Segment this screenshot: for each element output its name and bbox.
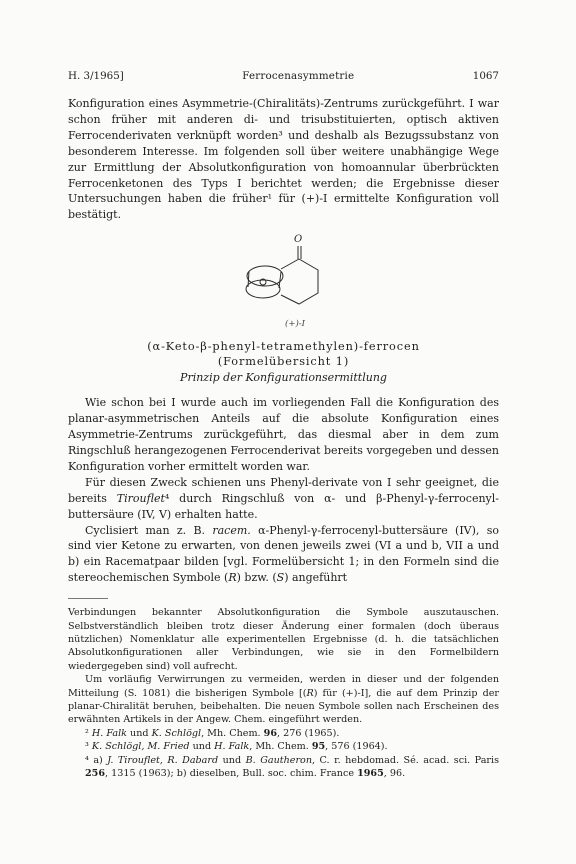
- note-text-after: ) für (+)-I], die auf dem Prinzip der planar-Chiralität beruhen, beibehalten. Die neuen Symbole sollen nach Erscheinen des erwähnten Artikels in der Angew. Chem. eingeführt werden.: [68, 687, 499, 726]
- structure-figure: [68, 225, 499, 333]
- running-head: [68, 70, 499, 86]
- footnote-4-mid: , 1315 (1963); b) dieselben, Bull. soc. chim. France: [105, 768, 358, 779]
- note-text-before: Um vorläufig Verwirrungen zu vermeiden, werden in dieser und der folgenden Mitteilung (S. 1081) die bisherigen Symbole [(: [68, 674, 499, 699]
- compound-label: (+)-I: [285, 319, 305, 330]
- body-paragraph-1: Wie schon bei I wurde auch im vorliegenden Fall die Konfiguration des planar-asymmetrischen Anteils auf die absolute Konfiguration eines Asymmetrie-Zentrums zurückgeführt, das diesmal aber in dem zum Ringschluß herangezogenen Ferrocenderivat bereits vorgegeben und dessen Konfiguration vorher ermittelt worden war.: [68, 396, 499, 473]
- body-paragraph-3: [68, 523, 499, 587]
- symbol-r: R: [228, 571, 237, 585]
- footnote-4-end: , 96.: [383, 768, 406, 779]
- p2-text-before: Für diesen Zweck schienen uns Phenyl-derivate von I sehr geeignet, die bereits: [68, 475, 499, 505]
- footnote-4-part-a: a): [88, 754, 108, 766]
- footnote-continuation: Verbindungen bekannter Absolutkonfiguration die Symbole auszutauschen. Selbstverständlich bleiben trotz dieser Änderung einer formalen (doch überaus nützlichen) Nomenklatur alle experimentellen Ergebnisse (d. h. die tatsächlichen Absolutkonfigurationen aller Verbindungen, wie sie in den Formelbildern wiedergegeben sind) voll aufrecht.: [68, 607, 499, 672]
- footnote-3-number: ³: [85, 741, 89, 753]
- footnote-3-author-2: H. Falk: [214, 741, 250, 753]
- running-title: Ferrocenasymmetrie: [242, 70, 355, 82]
- footnote-4: [68, 754, 499, 781]
- footnote-2-und: und: [127, 727, 152, 739]
- footnote-2-volume: 96: [263, 727, 278, 739]
- page-number: 1067: [472, 70, 499, 82]
- body-paragraph-2: [68, 475, 499, 523]
- footnote-rule: [68, 598, 108, 599]
- footnote-2-number: ²: [85, 727, 89, 739]
- footnote-2: [68, 727, 499, 740]
- footnote-2-journal: , Mh. Chem.: [201, 727, 264, 739]
- footnote-4-author-1: J. Tirouflet, R. Dabard: [107, 754, 219, 766]
- footnote-4-year: 1965: [357, 768, 384, 779]
- bridge-bond: [281, 259, 299, 269]
- compound-name-line-1: (α-Keto-β-phenyl-tetramethylen)-ferrocen: [147, 340, 420, 354]
- racem-abbrev: racem.: [212, 523, 251, 537]
- journal-issue: H. 3/1965]: [68, 70, 124, 82]
- p3-text-before: Cyclisiert man z. B.: [85, 523, 213, 537]
- author-tirouflet: Tirouflet: [116, 491, 165, 505]
- compound-name: [68, 339, 499, 369]
- oxygen-label: O: [294, 234, 303, 246]
- symbol-s: S: [276, 571, 285, 585]
- p2-text-after: ⁴ durch Ringschluß von α- und β-Phenyl-γ-ferrocenyl-buttersäure (IV, V) erhalten hatte.: [68, 491, 499, 521]
- footnote-note: [68, 673, 499, 727]
- footnote-3-journal: , Mh. Chem.: [249, 741, 312, 753]
- intro-paragraph: Konfiguration eines Asymmetrie-(Chiralitäts)-Zentrums zurückgeführt. I war schon früher mit anderen di- und trisubstituierten, optisch aktiven Ferrocenderivaten verknüpft worden³ und deshalb als Bezugssubstanz von besonderem Interesse. Im folgenden soll über weitere unabhängige Wege zur Ermittlung der Absolutkonfiguration von homoannular überbrückten Ferrocenketonen des Typs I berichtet werden; die Ergebnisse dieser Untersuchungen haben die früher¹ für (+)-I ermittelte Konfiguration voll bestätigt.: [68, 97, 499, 222]
- ferrocene-ketone-structure: [219, 225, 359, 333]
- cyclopentadienyl-ring-upper: [247, 266, 283, 286]
- footnote-3-und: und: [189, 741, 215, 753]
- footnote-4-und: und: [218, 754, 246, 766]
- p3-text-bzw: ) bzw. (: [236, 571, 277, 585]
- section-title: Prinzip der Konfigurationsermittlung: [180, 371, 387, 385]
- footnote-3: [68, 740, 499, 753]
- footnote-3-pages: , 576 (1964).: [325, 741, 388, 753]
- footnote-3-volume: 95: [311, 741, 326, 753]
- footnote-3-author-1: K. Schlögl, M. Fried: [91, 741, 190, 753]
- note-symbol-r: R: [306, 687, 314, 699]
- footnote-2-pages: , 276 (1965).: [277, 727, 340, 739]
- ring-link-right: [279, 272, 281, 288]
- footnotes: [68, 596, 499, 780]
- footnote-2-author-1: H. Falk: [91, 727, 127, 739]
- footnote-4-journal: , C. r. hebdomad. Sé. acad. sci. Paris: [312, 754, 500, 766]
- footnote-4-author-2: B. Gautheron: [245, 754, 313, 766]
- footnote-4-number: ⁴: [85, 754, 89, 766]
- cyclopentadienyl-ring-lower: [246, 280, 280, 298]
- compound-name-line-2: (Formelübersicht 1): [217, 355, 350, 369]
- footnote-2-author-2: K. Schlögl: [151, 727, 202, 739]
- footnote-4-volume: 256: [85, 768, 106, 779]
- p3-text-end: ) angeführt: [284, 571, 348, 585]
- page: [68, 70, 499, 780]
- p3-text-mid: α-Phenyl-γ-ferrocenyl-buttersäure (IV), so sind vier Ketone zu erwarten, von denen jeweils zwei (VI a und b, VII a und b) ein Racematpaar bilden [vgl. Formelübersicht 1; in den Formeln sind die stereochemischen Symbole (: [68, 523, 499, 585]
